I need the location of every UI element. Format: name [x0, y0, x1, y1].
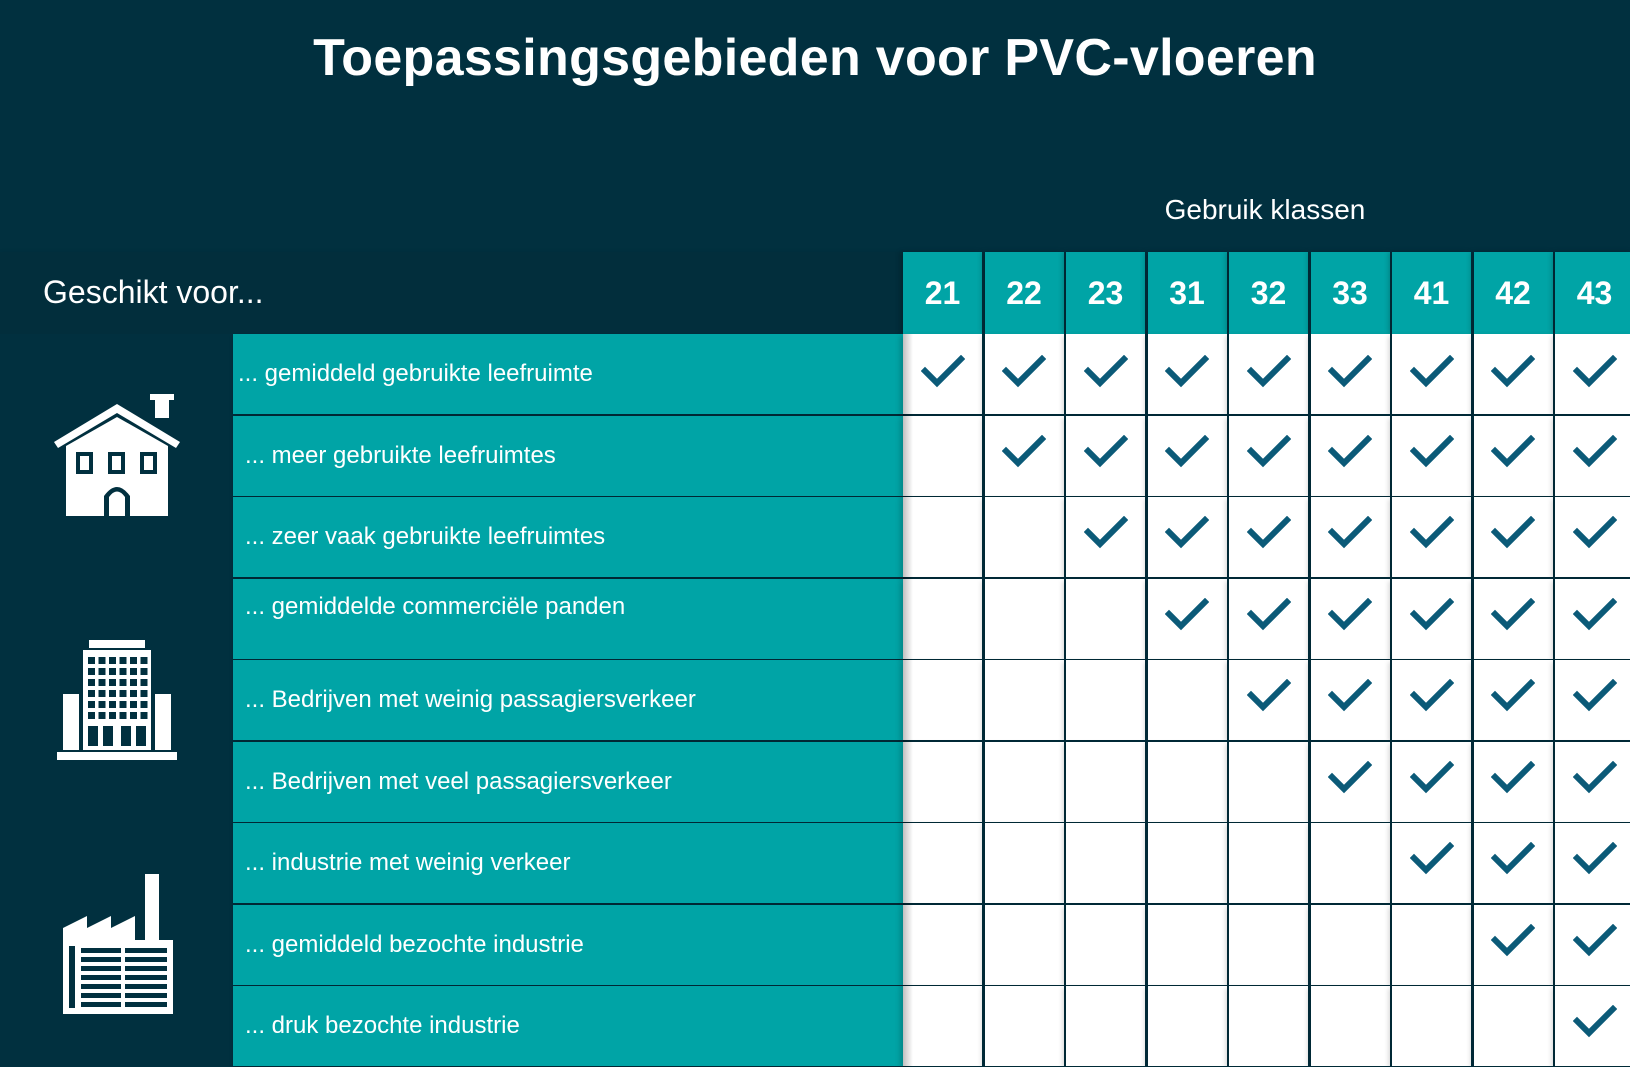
checkmark-icon: [1410, 679, 1454, 713]
table-cell: [1148, 823, 1227, 903]
checkmark-icon: [1491, 761, 1535, 795]
checkmark-icon: [1165, 516, 1209, 550]
checkmark-icon: [1573, 761, 1617, 795]
checkmark-icon: [1084, 516, 1128, 550]
table-cell: [1474, 416, 1553, 496]
page-title: Toepassingsgebieden voor PVC-vloeren: [313, 29, 1317, 87]
table-cell: [1148, 579, 1227, 659]
table-cell: [1555, 579, 1630, 659]
table-cell: [1066, 823, 1145, 903]
row-label: ... Bedrijven met weinig passagiersverkeer: [233, 660, 903, 740]
table-cell: [903, 823, 982, 903]
table-cell: [1229, 334, 1308, 414]
table-cell: [1229, 823, 1308, 903]
row-header-label: Geschikt voor...: [43, 274, 264, 310]
checkmark-icon: [1573, 924, 1617, 958]
table-cell: [1066, 742, 1145, 822]
checkmark-icon: [1002, 435, 1046, 469]
table-cell: [1392, 660, 1471, 740]
checkmark-icon: [921, 355, 965, 389]
table-cell: [985, 742, 1064, 822]
table-cell: [1229, 579, 1308, 659]
table-cell: [1311, 986, 1390, 1066]
table-cell: [1474, 986, 1553, 1066]
table-cell: [1392, 579, 1471, 659]
table-cell: [903, 416, 982, 496]
table-cell: [1311, 905, 1390, 985]
table-cell: [985, 334, 1064, 414]
table-cell: [1555, 986, 1630, 1066]
table-cell: [1066, 660, 1145, 740]
table-cell: [1555, 905, 1630, 985]
class-header-31: 31: [1148, 252, 1227, 334]
class-header-43: 43: [1555, 252, 1630, 334]
checkmark-icon: [1328, 435, 1372, 469]
table-cell: [1392, 497, 1471, 577]
checkmark-icon: [1410, 435, 1454, 469]
table-cell: [1392, 986, 1471, 1066]
checkmark-icon: [1410, 761, 1454, 795]
table-cell: [1311, 823, 1390, 903]
class-header-23: 23: [1066, 252, 1145, 334]
checkmark-icon: [1328, 679, 1372, 713]
table-cell: [1474, 497, 1553, 577]
table-cell: [985, 660, 1064, 740]
checkmark-icon: [1491, 924, 1535, 958]
table-cell: [985, 497, 1064, 577]
table-cell: [903, 334, 982, 414]
table-cell: [1311, 660, 1390, 740]
table-cell: [1066, 905, 1145, 985]
checkmark-icon: [1573, 516, 1617, 550]
table-cell: [1229, 742, 1308, 822]
table-cell: [1148, 497, 1227, 577]
row-label: ... meer gebruikte leefruimtes: [233, 416, 903, 496]
table-cell: [1066, 334, 1145, 414]
checkmark-icon: [1247, 598, 1291, 632]
row-header: [0, 252, 903, 334]
checkmark-icon: [1573, 435, 1617, 469]
row-label: ... Bedrijven met veel passagiersverkeer: [233, 742, 903, 822]
table-cell: [1555, 497, 1630, 577]
checkmark-icon: [1328, 355, 1372, 389]
table-cell: [1392, 334, 1471, 414]
checkmark-icon: [1491, 679, 1535, 713]
checkmark-icon: [1084, 355, 1128, 389]
category-block-3: [0, 823, 233, 1066]
table-cell: [1148, 334, 1227, 414]
table-cell: [1311, 742, 1390, 822]
table-cell: [1229, 986, 1308, 1066]
class-header-32: 32: [1229, 252, 1308, 334]
checkmark-icon: [1410, 355, 1454, 389]
table-cell: [903, 742, 982, 822]
checkmark-icon: [1491, 516, 1535, 550]
table-cell: [1555, 660, 1630, 740]
class-header-21: 21: [903, 252, 982, 334]
category-block-2: [0, 579, 233, 822]
table-cell: [1555, 416, 1630, 496]
table-cell: [1229, 416, 1308, 496]
table-cell: [903, 660, 982, 740]
checkmark-icon: [1328, 598, 1372, 632]
office-building-icon: [57, 638, 177, 762]
table-cell: [903, 905, 982, 985]
table-cell: [985, 986, 1064, 1066]
usage-classes-label: Gebruik klassen: [1164, 194, 1366, 225]
checkmark-icon: [1165, 435, 1209, 469]
table-cell: [1474, 334, 1553, 414]
class-header-33: 33: [1311, 252, 1390, 334]
checkmark-icon: [1247, 679, 1291, 713]
table-cell: [1474, 660, 1553, 740]
checkmark-icon: [1573, 355, 1617, 389]
table-cell: [903, 497, 982, 577]
checkmark-icon: [1573, 598, 1617, 632]
checkmark-icon: [1328, 516, 1372, 550]
row-label: ... gemiddelde commerciële panden: [233, 579, 903, 659]
table-cell: [1148, 416, 1227, 496]
table-cell: [1474, 823, 1553, 903]
factory-icon: [57, 872, 177, 1016]
table-cell: [1392, 742, 1471, 822]
checkmark-icon: [1084, 435, 1128, 469]
checkmark-icon: [1002, 355, 1046, 389]
table-cell: [1148, 905, 1227, 985]
class-header-41: 41: [1392, 252, 1471, 334]
checkmark-icon: [1247, 355, 1291, 389]
checkmark-icon: [1247, 435, 1291, 469]
table-cell: [903, 579, 982, 659]
row-label: ... gemiddeld gebruikte leefruimte: [233, 334, 903, 414]
table-cell: [1148, 742, 1227, 822]
row-label: ... zeer vaak gebruikte leefruimtes: [233, 497, 903, 577]
table-cell: [1311, 416, 1390, 496]
table-cell: [1066, 416, 1145, 496]
table-cell: [1148, 660, 1227, 740]
row-label: ... gemiddeld bezochte industrie: [233, 905, 903, 985]
checkmark-icon: [1491, 355, 1535, 389]
checkmark-icon: [1491, 598, 1535, 632]
checkmark-icon: [1328, 761, 1372, 795]
table-cell: [1474, 742, 1553, 822]
checkmark-icon: [1410, 516, 1454, 550]
table-cell: [1148, 986, 1227, 1066]
class-header-42: 42: [1474, 252, 1553, 334]
checkmark-icon: [1410, 598, 1454, 632]
table-cell: [1229, 905, 1308, 985]
table-cell: [1474, 579, 1553, 659]
table-cell: [1066, 497, 1145, 577]
table-cell: [985, 823, 1064, 903]
table-cell: [903, 986, 982, 1066]
table-cell: [1555, 823, 1630, 903]
table-cell: [1555, 334, 1630, 414]
table-cell: [1555, 742, 1630, 822]
table-cell: [1474, 905, 1553, 985]
checkmark-icon: [1573, 1005, 1617, 1039]
table-cell: [1066, 986, 1145, 1066]
table-cell: [1229, 497, 1308, 577]
checkmark-icon: [1491, 435, 1535, 469]
table-cell: [1311, 497, 1390, 577]
table-cell: [1392, 823, 1471, 903]
table-cell: [1066, 579, 1145, 659]
house-icon: [52, 390, 182, 520]
checkmark-icon: [1410, 842, 1454, 876]
table-cell: [1229, 660, 1308, 740]
checkmark-icon: [1165, 598, 1209, 632]
checkmark-icon: [1573, 842, 1617, 876]
table-cell: [1311, 334, 1390, 414]
table-cell: [985, 905, 1064, 985]
checkmark-icon: [1247, 516, 1291, 550]
class-header-22: 22: [985, 252, 1064, 334]
table-header-row: [0, 252, 1630, 334]
checkmark-icon: [1491, 842, 1535, 876]
row-label: ... industrie met weinig verkeer: [233, 823, 903, 903]
table-cell: [985, 579, 1064, 659]
table-cell: [1392, 416, 1471, 496]
checkmark-icon: [1573, 679, 1617, 713]
row-label: ... druk bezochte industrie: [233, 986, 903, 1066]
table-cell: [1311, 579, 1390, 659]
table-cell: [985, 416, 1064, 496]
category-block-1: [0, 334, 233, 577]
table-cell: [1392, 905, 1471, 985]
checkmark-icon: [1165, 355, 1209, 389]
